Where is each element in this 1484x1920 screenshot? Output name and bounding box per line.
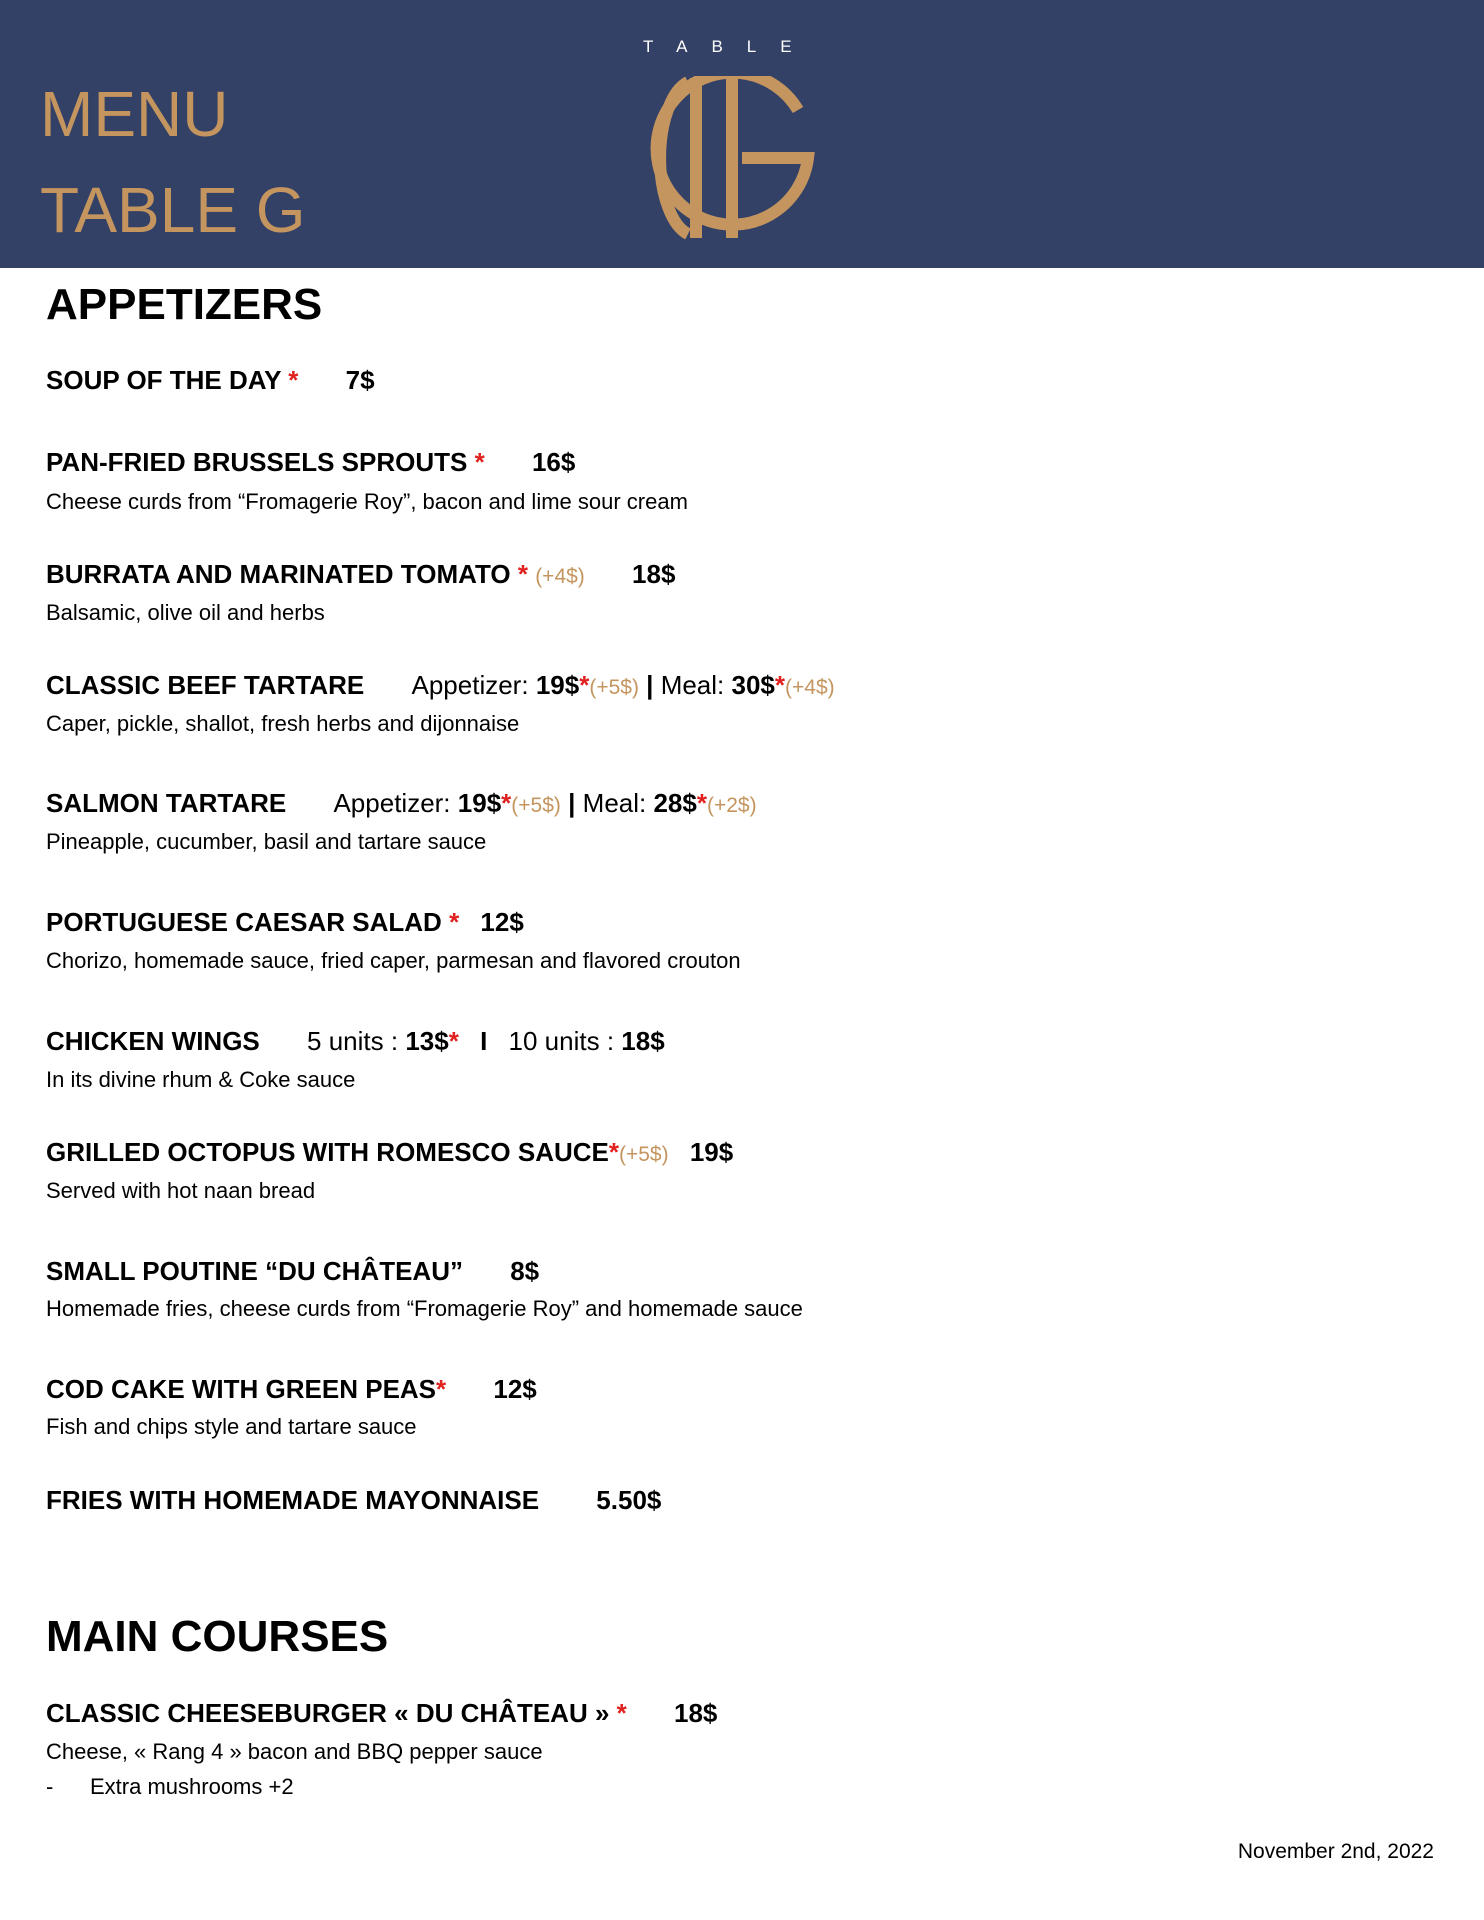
item-small-poutine bbox=[46, 1258, 539, 1284]
header-band bbox=[0, 0, 1484, 268]
star-marker: * bbox=[474, 447, 485, 477]
item-classic-cheeseburger bbox=[46, 1700, 717, 1726]
meal-price: 30$ bbox=[731, 670, 775, 700]
item-name: BURRATA AND MARINATED TOMATO bbox=[46, 559, 511, 589]
item-grilled-octopus bbox=[46, 1139, 733, 1165]
item-price: 5.50$ bbox=[596, 1485, 662, 1515]
ten-units-label: 10 units : bbox=[508, 1026, 615, 1056]
item-price: 12$ bbox=[493, 1374, 537, 1404]
item-description: Served with hot naan bread bbox=[46, 1178, 316, 1203]
extra-charge: (+4$) bbox=[785, 676, 835, 699]
item-name: CHICKEN WINGS bbox=[46, 1026, 260, 1056]
item-description: Balsamic, olive oil and herbs bbox=[46, 600, 325, 625]
item-price: 16$ bbox=[531, 447, 576, 477]
section-title-main-courses: MAIN COURSES bbox=[46, 1612, 389, 1661]
price-separator: | bbox=[646, 670, 654, 700]
logo-wordmark: TABLE bbox=[643, 37, 816, 56]
item-price: 8$ bbox=[510, 1256, 540, 1286]
item-chicken-wings bbox=[46, 1028, 665, 1054]
five-units-price: 13$ bbox=[405, 1026, 449, 1056]
extra-charge: (+5$) bbox=[589, 676, 639, 699]
item-soup-of-the-day bbox=[46, 367, 375, 393]
item-price: 7$ bbox=[345, 365, 375, 395]
menu-title-line1: MENU bbox=[40, 78, 229, 150]
extra-charge: (+5$) bbox=[619, 1143, 669, 1166]
item-name: SMALL POUTINE “DU CHÂTEAU” bbox=[46, 1256, 463, 1286]
extra-charge: (+4$) bbox=[535, 565, 585, 588]
item-name: CLASSIC CHEESEBURGER « DU CHÂTEAU » bbox=[46, 1698, 610, 1728]
item-name: FRIES WITH HOMEMADE MAYONNAISE bbox=[46, 1485, 540, 1515]
meal-label: Meal: bbox=[582, 788, 647, 818]
item-price: 19$ bbox=[689, 1137, 734, 1167]
price-separator: I bbox=[480, 1026, 488, 1056]
item-name: SOUP OF THE DAY bbox=[46, 365, 282, 395]
meal-price: 28$ bbox=[653, 788, 697, 818]
item-beef-tartare bbox=[46, 672, 835, 698]
item-description: Chorizo, homemade sauce, fried caper, parmesan and flavored crouton bbox=[46, 948, 741, 973]
item-salmon-tartare bbox=[46, 790, 757, 816]
appetizer-label: Appetizer: bbox=[411, 670, 529, 700]
item-price: 12$ bbox=[480, 907, 524, 937]
menu-date: November 2nd, 2022 bbox=[1237, 1840, 1434, 1863]
star-marker: * bbox=[448, 1026, 459, 1056]
appetizer-price: 19$ bbox=[535, 670, 580, 700]
bullet-dash: - bbox=[46, 1774, 54, 1799]
item-description: Fish and chips style and tartare sauce bbox=[46, 1414, 417, 1439]
star-marker: * bbox=[608, 1137, 619, 1167]
item-price: 18$ bbox=[632, 559, 676, 589]
item-name: PAN-FRIED BRUSSELS SPROUTS bbox=[46, 447, 468, 477]
ten-units-price: 18$ bbox=[621, 1026, 665, 1056]
item-description: Pineapple, cucumber, basil and tartare sauce bbox=[46, 829, 487, 854]
star-marker: * bbox=[579, 670, 590, 700]
star-marker: * bbox=[774, 670, 786, 700]
table-g-logo-icon bbox=[648, 76, 816, 240]
star-marker: * bbox=[696, 788, 707, 818]
star-marker: * bbox=[616, 1698, 627, 1728]
item-name: CLASSIC BEEF TARTARE bbox=[46, 670, 365, 700]
item-fries bbox=[46, 1487, 661, 1513]
item-description: Caper, pickle, shallot, fresh herbs and dijonnaise bbox=[46, 711, 520, 736]
item-name: COD CAKE WITH GREEN PEAS bbox=[46, 1374, 437, 1404]
menu-title-line2: TABLE G bbox=[40, 174, 306, 246]
extra-charge: (+2$) bbox=[706, 794, 757, 817]
meal-label: Meal: bbox=[660, 670, 725, 700]
star-marker: * bbox=[449, 907, 460, 937]
price-separator: | bbox=[568, 788, 576, 818]
item-name: SALMON TARTARE bbox=[46, 788, 287, 818]
item-name: PORTUGUESE CAESAR SALAD bbox=[46, 907, 442, 937]
five-units-label: 5 units : bbox=[307, 1026, 399, 1056]
section-title-appetizers: APPETIZERS bbox=[46, 280, 323, 329]
appetizer-label: Appetizer: bbox=[333, 788, 451, 818]
item-description: In its divine rhum & Coke sauce bbox=[46, 1067, 356, 1092]
item-brussels-sprouts bbox=[46, 449, 575, 475]
item-description: Homemade fries, cheese curds from “Fromagerie Roy” and homemade sauce bbox=[46, 1296, 803, 1321]
item-price: 18$ bbox=[674, 1698, 718, 1728]
item-cod-cake bbox=[46, 1376, 537, 1402]
option-extra-mushrooms: Extra mushrooms +2 bbox=[90, 1774, 294, 1799]
extra-charge: (+5$) bbox=[511, 794, 561, 817]
item-caesar-salad bbox=[46, 909, 524, 935]
star-marker: * bbox=[517, 559, 528, 589]
item-name: GRILLED OCTOPUS WITH ROMESCO SAUCE bbox=[46, 1137, 609, 1167]
item-description: Cheese curds from “Fromagerie Roy”, bacon and lime sour cream bbox=[46, 489, 688, 514]
star-marker: * bbox=[436, 1374, 447, 1404]
appetizer-price: 19$ bbox=[457, 788, 502, 818]
item-description: Cheese, « Rang 4 » bacon and BBQ pepper sauce bbox=[46, 1739, 543, 1764]
item-burrata bbox=[46, 561, 675, 587]
star-marker: * bbox=[501, 788, 512, 818]
star-marker: * bbox=[288, 365, 299, 395]
